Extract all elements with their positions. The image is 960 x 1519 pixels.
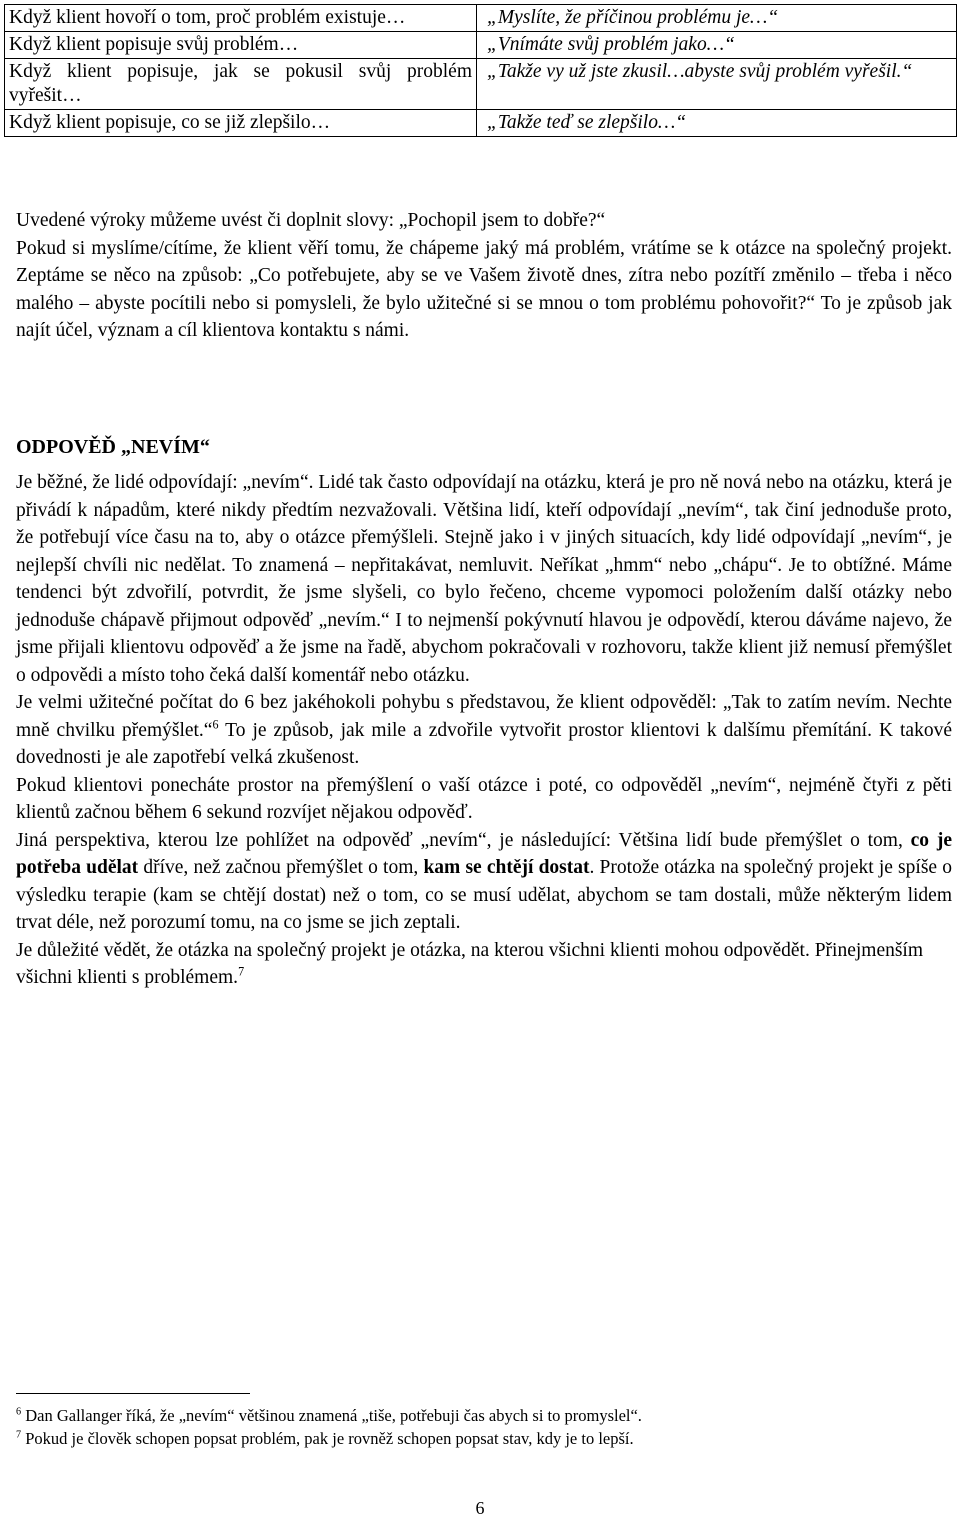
page-number: 6 [475,1498,485,1518]
footnote-text: Pokud je člověk schopen popsat problém, pak je rovněž schopen popsat stav, kdy je to lepší. [21,1429,634,1448]
table-row [5,5,957,32]
paragraph-line: Uvedené výroky můžeme uvést či doplnit slovy: „Pochopil jsem to dobře?“ [16,210,606,231]
footnote-ref[interactable]: 7 [238,964,245,979]
paragraph-text-part: Jiná perspektiva, kterou lze pohlížet na odpověď „nevím“, je následující: Většina lidí bude přemýšlet o tom, [16,829,911,851]
bold-phrase: co je potřeba udělat [16,829,952,878]
paragraph-text: Pokud klientovi ponecháte prostor na přemýšlení o vaší otázce i poté, co odpověděl „nevím“, nejméně čtyři z pěti klientů začnou během 6 sekund rozvíjet nějakou odpověď. [16,774,952,823]
section-heading: ODPOVĚĎ „NEVÍM“ [16,436,210,458]
footnote-number: 7 [16,1429,22,1441]
table-cell-situation: Když klient popisuje, jak se pokusil svůj problém vyřešit… [5,59,477,110]
paragraph-text-part: Je důležité vědět, že otázka na společný projekt je otázka, na kterou všichni klienti mohou odpovědět. Přinejmenším všichni klienti s problémem. [16,939,924,988]
paragraph-text [16,827,952,937]
table-cell-response: „Takže vy už jste zkusil…abyste svůj problém vyřešil.“ [477,59,957,110]
footnote-divider [16,1393,250,1394]
footnote-ref[interactable]: 6 [212,717,219,731]
bold-phrase: kam se chtějí dostat [423,857,590,878]
intro-paragraph [16,207,952,345]
table-row [5,110,957,137]
table-cell-situation: Když klient popisuje svůj problém… [5,32,477,59]
section-body [16,469,952,992]
paragraph-text-part: Je velmi užitečné počítat do 6 bez jakéhokoli pohybu s představou, že klient odpověděl: „Tak to zatím nevím. Nechte mně chvilku přemýšlet.“ [16,692,952,741]
paragraph-text: Je běžné, že lidé odpovídají: „nevím“. Lidé tak často odpovídají na otázku, která je pro ně nová nebo na otázku, která je přivádí k nápadům, které nikdy předtím nezvažovali. Většina lidí, kteří odpovídají „nevím“, tak činí jednoduše proto, že potřebují více času na to, aby o otázce přemýšleli. Stejně jako i v jiných situacích, kdy lidé odpovídají „nevím“, je nejlepší chvíli nic nedělat. To znamená – nepřitakávat, nemluvit. Neříkat „hmm“ nebo „chápu“. Je to obtížné. Máme tendenci být zdvořilí, potvrdit, že jsme slyšeli, co bylo řečeno, chceme vypomoci položením další otázky nebo jednoduše chápavě přijmout odpověď „nevím.“ I to nejmenší pokývnutí hlavou je odpovědí, kterou dáváme najevo, že jsme přijali klientovu odpověď a že jsme na řadě, abychom pokračovali v rozhovoru, takže klient již nemusí přemýšlet o odpovědi a místo toho čeká další komentář nebo otázku. [16,472,952,686]
paragraph-text [16,937,952,992]
table-cell-response: „Takže teď se zlepšilo…“ [477,110,957,137]
response-table [4,4,957,137]
table-row [5,32,957,59]
table-cell-situation: Když klient popisuje, co se již zlepšilo… [5,110,477,137]
footnote [16,1404,946,1427]
paragraph-text-part: dříve, než začnou přemýšlet o tom, [138,857,424,878]
table-row [5,59,957,110]
table-cell-response: „Myslíte, že příčinou problému je…“ [477,5,957,32]
footnotes [16,1404,946,1450]
footnote [16,1427,946,1450]
paragraph-text-part: . Protože otázka na společný projekt je spíše o výsledku terapie (kam se chtějí dostat) než o tom, co se musí udělat, abychom se tam dostali, může některým lidem trvat déle, než porozumí tomu, na co jsme se jich zeptali. [16,857,952,933]
footnote-text: Dan Gallanger říká, že „nevím“ většinou znamená „tiše, potřebuji čas abych si to promyslel“. [21,1406,642,1425]
footnote-number: 6 [16,1406,22,1418]
table-cell-situation: Když klient hovoří o tom, proč problém existuje… [5,5,477,32]
paragraph-text [16,689,952,772]
paragraph-text: Pokud si myslíme/cítíme, že klient věří tomu, že chápeme jaký má problém, vrátíme se k otázce na společný projekt. Zeptáme se něco na způsob: „Co potřebujete, aby se ve Vašem životě dnes, zítra nebo pozítří změnilo – třeba i něco malého – abyste pocítili nebo si pomysleli, že bylo užitečné si se mnou o tom problému pohovořit?“ To je způsob jak najít účel, význam a cíl klientova kontaktu s námi. [16,237,952,341]
table-cell-response: „Vnímáte svůj problém jako…“ [477,32,957,59]
paragraph-text-part: To je způsob, jak mile a zdvořile vytvořit prostor klientovi k dalšímu přemítání. K takové dovednosti je ale zapotřebí velká zkušenost. [16,719,952,768]
